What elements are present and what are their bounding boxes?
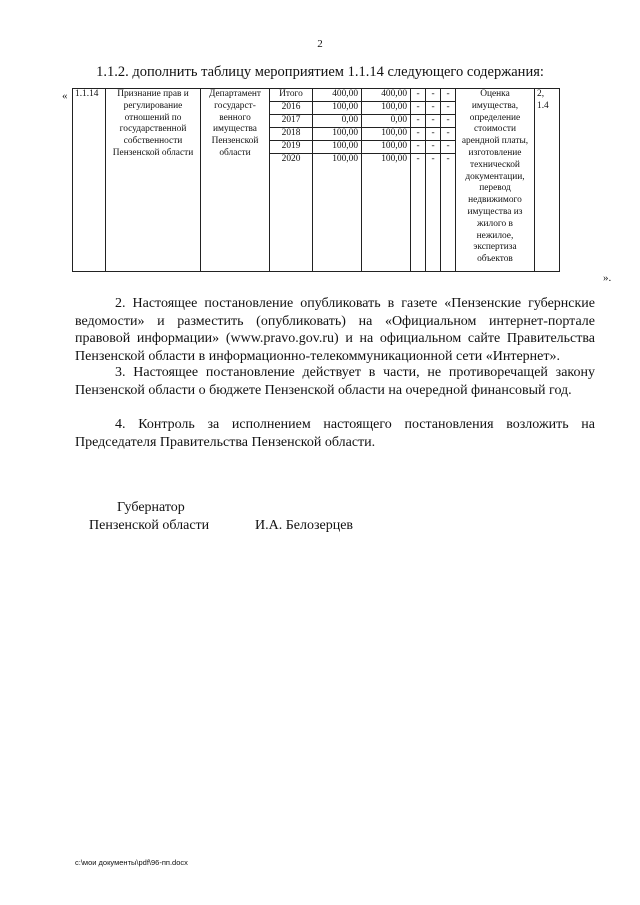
year-4: 2019 xyxy=(270,141,312,154)
col-b-1: 100,00 xyxy=(362,102,410,115)
years-cell xyxy=(270,89,313,272)
year-1: 2016 xyxy=(270,102,312,115)
footer-path: c:\мои документы\pdf\96-пп.docx xyxy=(75,858,188,867)
col-a-4: 100,00 xyxy=(313,141,361,154)
measure-cell: Признание прав и регулирование отношений по государственной собственности Пензенской области xyxy=(106,89,201,272)
col-b-4: 100,00 xyxy=(362,141,410,154)
signature-name: И.А. Белозерцев xyxy=(255,518,354,533)
result-cell: Оценка имущества, определение стоимости арендной платы, изготовление технической документации, перевод недвижимого имущества из жилого в нежилое, экспертиза объектов xyxy=(456,89,535,272)
year-0: Итого xyxy=(270,89,312,102)
col-a-2: 0,00 xyxy=(313,115,361,128)
col-b-0: 400,00 xyxy=(362,89,410,102)
col-b-5: 100,00 xyxy=(381,154,407,164)
paragraph-4: 4. Контроль за исполнением настоящего постановления возложить на Председателя Правительства Пензенской области. xyxy=(75,417,595,450)
executor-cell: Департамент государст-венного имущества Пензенской области xyxy=(201,89,270,272)
col-b-3: 100,00 xyxy=(362,128,410,141)
col-a-3: 100,00 xyxy=(313,128,361,141)
dash-col-1: - - - - - - xyxy=(411,89,426,272)
quote-open: « xyxy=(62,90,68,102)
paragraph-2: 2. Настоящее постановление опубликовать в газете «Пензенские губернские ведомости» и разместить (опубликовать) на «Официальном интернет-портале правовой информации» (www.pravo.gov.ru) и на официальном сайте Правительства Пензенской области в информационно-телекоммуникационной сети «Интернет». xyxy=(75,296,595,364)
dash-col-3: - - - - - - xyxy=(441,89,456,272)
year-5: 2020 xyxy=(281,154,301,164)
paragraph-3: 3. Настоящее постановление действует в части, не противоречащей закону Пензенской области о бюджете Пензенской области на очередной финансовый год. xyxy=(75,365,595,398)
col-a-1: 100,00 xyxy=(313,102,361,115)
page-number: 2 xyxy=(317,38,323,50)
table-row xyxy=(73,89,560,272)
dash-col-2: - - - - - - xyxy=(426,89,441,272)
measures-table xyxy=(72,88,560,272)
col-a-0: 400,00 xyxy=(313,89,361,102)
intro-text: 1.1.2. дополнить таблицу мероприятием 1.1.14 следующего содержания: xyxy=(96,64,544,80)
col-b-2: 0,00 xyxy=(362,115,410,128)
signature-title-1: Губернатор xyxy=(117,500,185,515)
col-b-cell xyxy=(362,89,411,272)
row-number-cell: 1.1.14 xyxy=(73,89,106,272)
link-cell: 2, 1.4 xyxy=(535,89,560,272)
col-a-5: 100,00 xyxy=(332,154,358,164)
quote-close: ». xyxy=(603,272,612,284)
col-a-cell xyxy=(313,89,362,272)
year-2: 2017 xyxy=(270,115,312,128)
year-3: 2018 xyxy=(270,128,312,141)
signature-title-2: Пензенской области xyxy=(89,518,210,533)
